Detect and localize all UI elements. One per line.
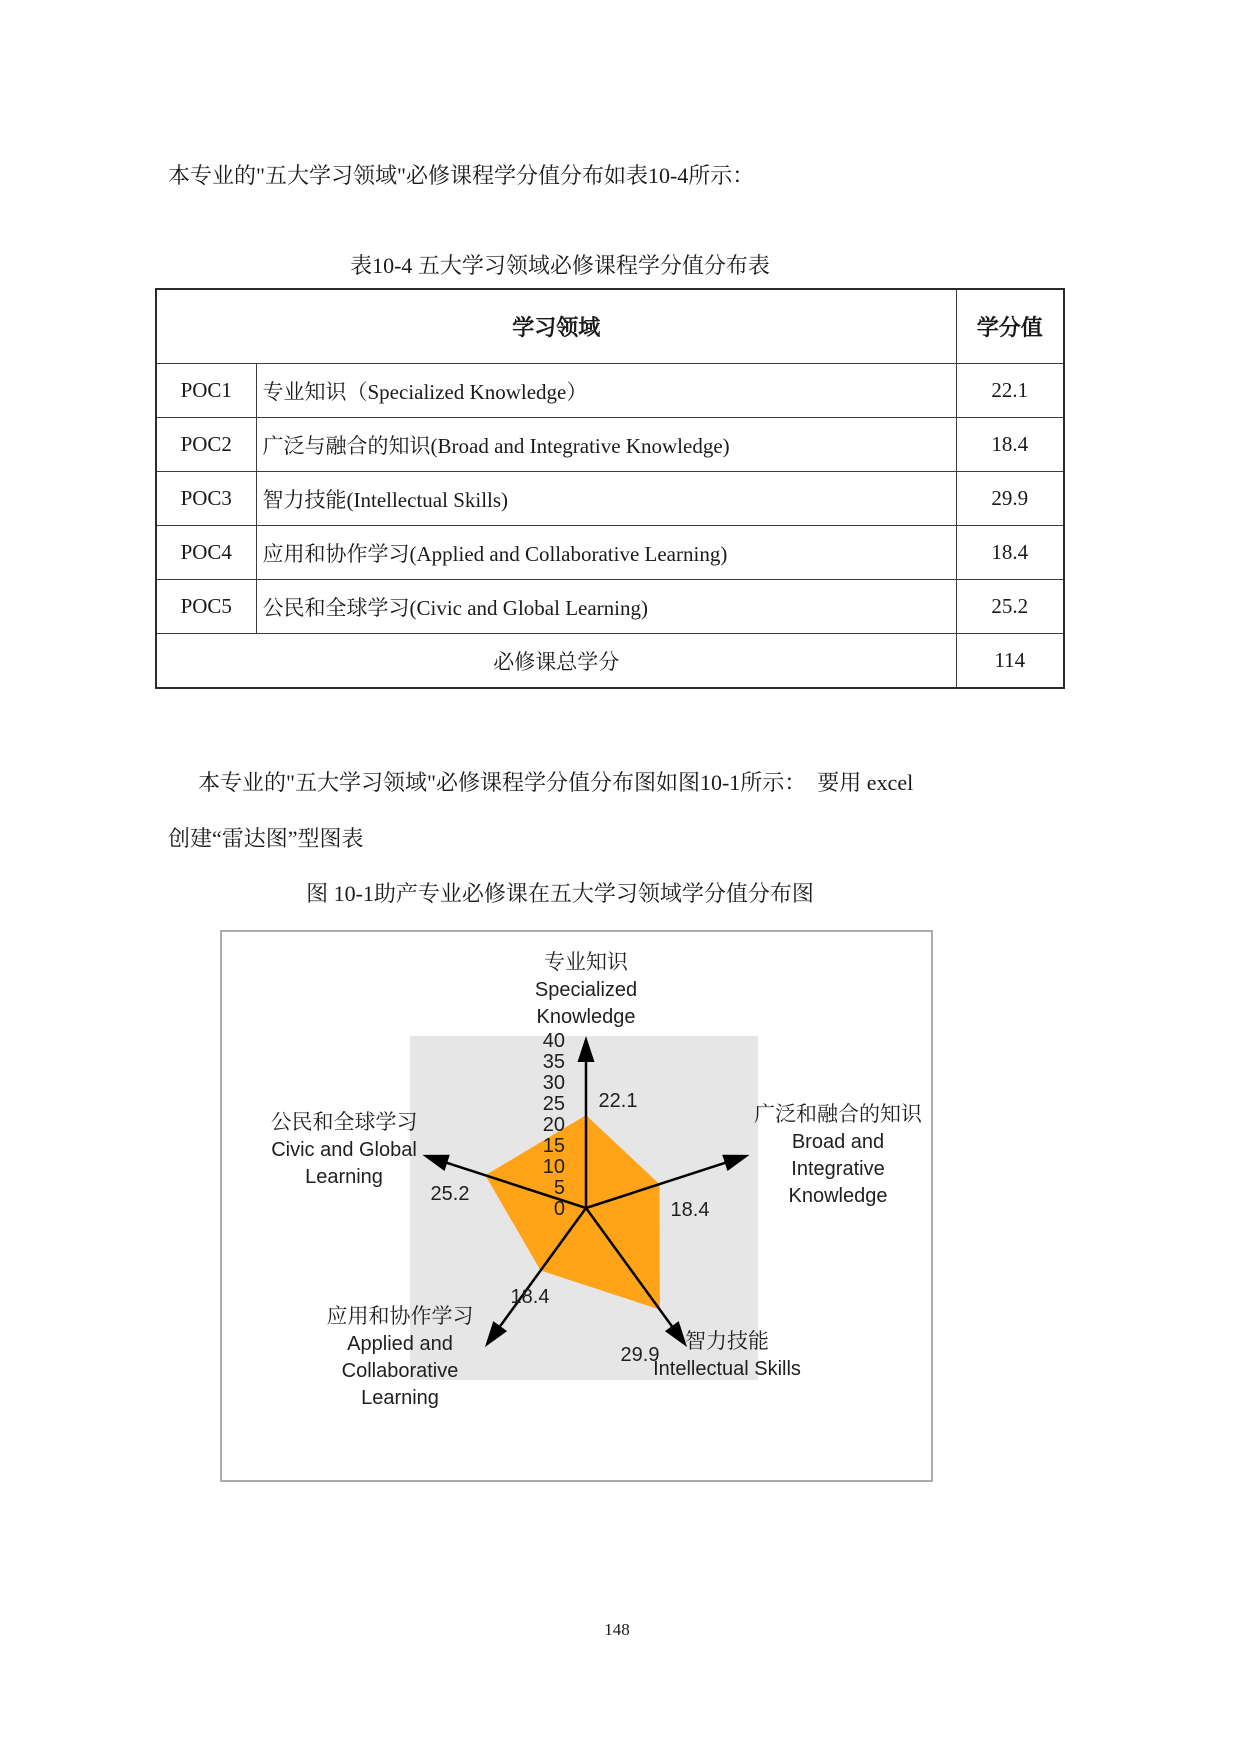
row-name: 广泛与融合的知识(Broad and Integrative Knowledge) [256, 418, 956, 472]
radar-category-label-line: Intellectual Skills [653, 1358, 801, 1380]
radar-category-label-line: Civic and Global [271, 1139, 417, 1161]
radar-category-label-line: Specialized [534, 979, 638, 1001]
row-value: 18.4 [956, 418, 1064, 472]
row-code: POC3 [156, 472, 256, 526]
figure-intro-line1: 本专业的"五大学习领域"必修课程学分值分布图如图10-1所示： 要用 excel [198, 770, 914, 795]
radar-category-label [535, 948, 637, 1031]
row-name: 公民和全球学习(Civic and Global Learning) [256, 580, 956, 634]
radar-category-label-line: Learning [361, 1387, 439, 1409]
total-label: 必修课总学分 [156, 634, 956, 689]
row-code: POC4 [156, 526, 256, 580]
row-value: 22.1 [956, 364, 1064, 418]
radar-data-label: 25.2 [430, 1183, 470, 1205]
radar-tick-label: 0 [553, 1198, 565, 1220]
radar-category-label-line: Broad and [791, 1131, 885, 1153]
radar-category-label [754, 1100, 922, 1210]
table-title: 表10-4 五大学习领域必修课程学分值分布表 [350, 253, 770, 278]
radar-data-label: 18.4 [670, 1199, 710, 1221]
radar-tick-label: 15 [542, 1135, 565, 1157]
radar-tick-label: 20 [542, 1114, 565, 1136]
radar-category-label-line: Knowledge [788, 1185, 888, 1207]
radar-data-label: 29.9 [620, 1344, 660, 1366]
table-row [156, 580, 1064, 634]
row-name: 应用和协作学习(Applied and Collaborative Learning) [256, 526, 956, 580]
radar-data-label: 18.4 [510, 1286, 550, 1308]
credit-distribution-table [155, 288, 1065, 689]
radar-data-label: 22.1 [598, 1090, 638, 1112]
table-row [156, 526, 1064, 580]
radar-tick-label: 5 [553, 1177, 565, 1199]
row-name: 专业知识（Specialized Knowledge） [256, 364, 956, 418]
radar-category-label [653, 1327, 801, 1383]
intro-paragraph: 本专业的"五大学习领域"必修课程学分值分布如表10-4所示： [168, 163, 755, 188]
row-code: POC5 [156, 580, 256, 634]
radar-category-label-line: 公民和全球学习 [270, 1110, 418, 1134]
radar-category-label-line: 应用和协作学习 [326, 1304, 474, 1328]
radar-category-label-line: Knowledge [536, 1006, 636, 1028]
row-code: POC2 [156, 418, 256, 472]
page-number: 148 [604, 1620, 630, 1639]
radar-category-label-line: 广泛和融合的知识 [754, 1102, 922, 1126]
radar-tick-label: 25 [542, 1093, 565, 1115]
table-row [156, 472, 1064, 526]
row-code: POC1 [156, 364, 256, 418]
column-header-credits: 学分值 [956, 289, 1064, 364]
radar-category-label [327, 1302, 474, 1412]
radar-tick-label: 35 [542, 1051, 565, 1073]
column-header-domain: 学习领域 [156, 289, 956, 364]
radar-category-label-line: 智力技能 [685, 1329, 769, 1353]
table-total-row [156, 634, 1064, 689]
row-value: 29.9 [956, 472, 1064, 526]
radar-category-label-line: 专业知识 [543, 950, 628, 974]
radar-tick-label: 40 [542, 1030, 565, 1052]
figure-10-1 [220, 930, 933, 1482]
figure-caption: 图 10-1助产专业必修课在五大学习领域学分值分布图 [306, 881, 814, 906]
radar-category-label-line: Collaborative [341, 1360, 459, 1382]
table-row [156, 364, 1064, 418]
total-value: 114 [956, 634, 1064, 689]
radar-category-label-line: Applied and [347, 1333, 453, 1355]
radar-tick-label: 30 [542, 1072, 565, 1094]
row-value: 18.4 [956, 526, 1064, 580]
radar-category-label [271, 1108, 418, 1191]
radar-category-label-line: Learning [305, 1166, 383, 1188]
radar-category-label-line: Integrative [791, 1158, 885, 1180]
radar-tick-label: 10 [542, 1156, 565, 1178]
row-value: 25.2 [956, 580, 1064, 634]
table-header-row [156, 289, 1064, 364]
figure-intro-line2: 创建“雷达图”型图表 [168, 826, 364, 851]
table-row [156, 418, 1064, 472]
row-name: 智力技能(Intellectual Skills) [256, 472, 956, 526]
